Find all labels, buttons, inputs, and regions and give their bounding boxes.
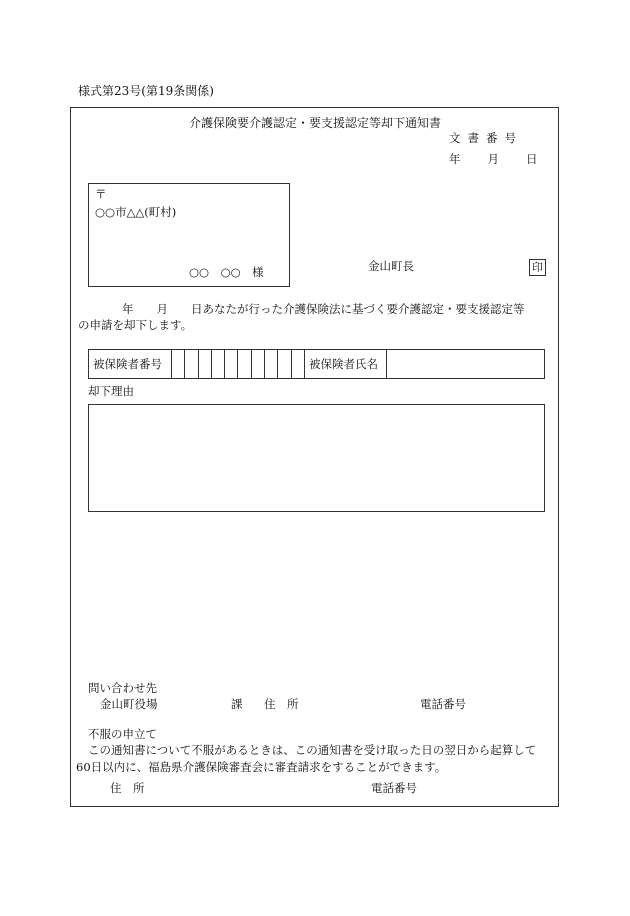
appeal-text-line-2: 60日以内に、福島県介護保険審査会に審査請求をすることができます。: [76, 760, 447, 774]
insured-number-digit-cell[interactable]: [185, 350, 198, 378]
insured-info-table: [88, 349, 545, 379]
recipient-name: ○○ ○○ 様: [189, 265, 264, 279]
document-title: 介護保険要介護認定・要支援認定等却下通知書: [188, 116, 441, 130]
insured-number-digit-cell[interactable]: [238, 350, 251, 378]
insured-number-digit-cell[interactable]: [199, 350, 212, 378]
insured-number-digit-cell[interactable]: [292, 350, 305, 378]
document-number-label: 文書番号: [449, 131, 523, 145]
footer-phone-label: 電話番号: [371, 781, 417, 795]
insured-number-digit-cell[interactable]: [252, 350, 265, 378]
insured-number-label: 被保険者番号: [89, 350, 172, 378]
date-day: 日: [526, 152, 538, 166]
form-number-label: 様式第23号(第19条関係): [78, 84, 214, 98]
footer-address-label: 住 所: [110, 781, 145, 795]
rejection-reason-box[interactable]: [88, 404, 545, 512]
appeal-label: 不服の申立て: [88, 727, 157, 741]
seal-mark: 印: [529, 259, 546, 276]
insured-number-digit-cell[interactable]: [278, 350, 291, 378]
postal-mark: 〒: [95, 187, 107, 201]
rejection-reason-label: 却下理由: [88, 384, 134, 398]
issue-date: [449, 153, 538, 167]
appeal-text-line-1: この通知書について不服があるときは、この通知書を受け取った日の翌日から起算して: [88, 743, 537, 757]
insured-name-field[interactable]: [387, 350, 544, 378]
contact-office: 金山町役場: [100, 697, 158, 711]
insured-number-digit-cell[interactable]: [265, 350, 278, 378]
insured-number-digit-cell[interactable]: [172, 350, 185, 378]
date-month: 月: [487, 152, 499, 166]
contact-label: 問い合わせ先: [88, 681, 157, 695]
recipient-address: ○○市△△(町村): [95, 205, 177, 219]
contact-phone-label: 電話番号: [420, 697, 466, 711]
body-text-line-1: 年 月 日あなたが行った介護保険法に基づく要介護認定・要支援認定等: [122, 302, 525, 316]
insured-name-label: 被保険者氏名: [305, 350, 387, 378]
contact-section: 課: [231, 697, 243, 711]
body-text-line-2: の申請を却下します。: [78, 318, 193, 332]
insured-number-digit-cell[interactable]: [225, 350, 238, 378]
contact-address-label: 住 所: [264, 697, 299, 711]
date-year: 年: [449, 152, 461, 166]
issuer-name: 金山町長: [368, 259, 414, 273]
insured-number-digit-cell[interactable]: [212, 350, 225, 378]
